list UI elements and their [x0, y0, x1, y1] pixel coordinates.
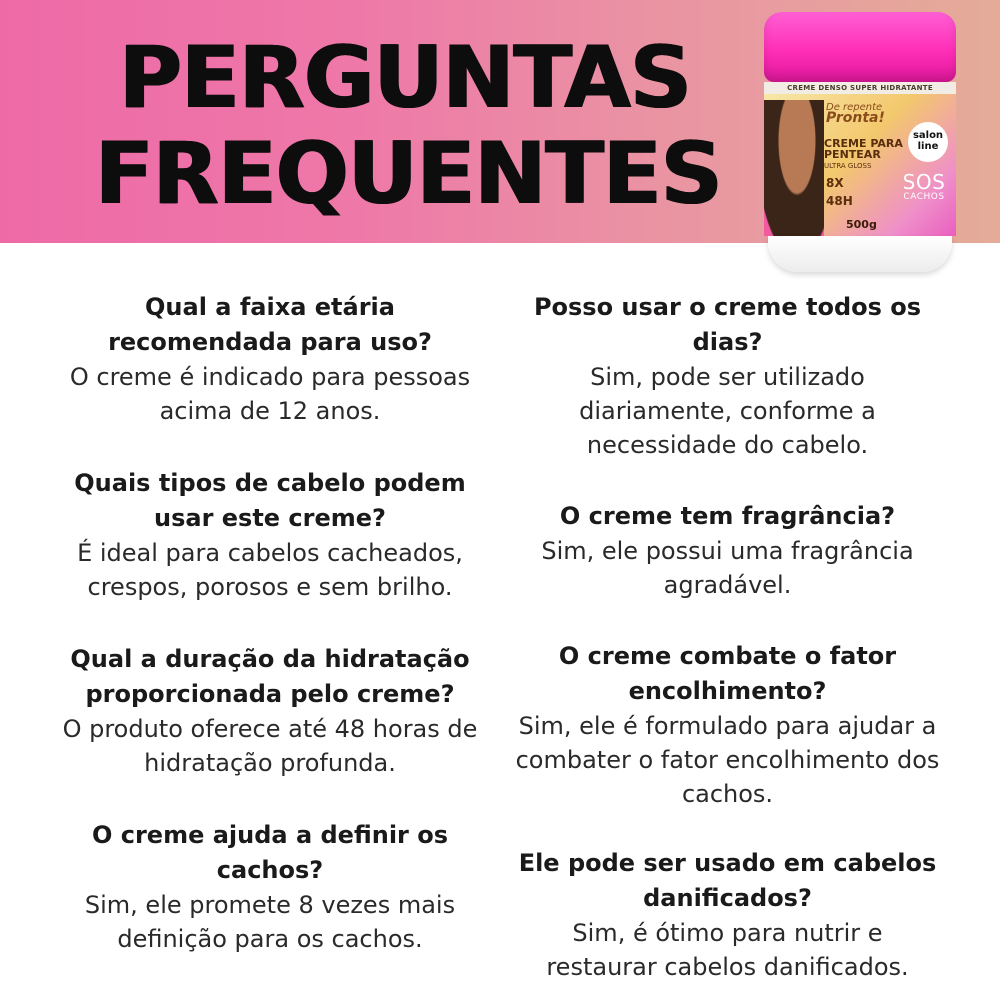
jar-claim-48h: 48H — [826, 194, 853, 208]
jar-product-name: CREME PARA PENTEAR — [824, 137, 903, 161]
faq-answer: Sim, ele possui uma fragrância agradável. — [541, 537, 914, 599]
page-title — [95, 28, 722, 224]
product-jar-image — [760, 8, 960, 276]
faq-item — [60, 466, 480, 604]
faq-item — [515, 639, 940, 811]
faq-item — [515, 290, 940, 462]
jar-claim-8x: 8X — [826, 176, 844, 190]
sos-cachos-logo: SOS CACHOS — [902, 170, 946, 202]
faq-item — [515, 499, 940, 602]
faq-item — [60, 290, 480, 428]
jar-lid — [764, 12, 956, 82]
faq-column-left — [60, 290, 480, 994]
faq-answer: Sim, pode ser utilizado diariamente, conforme a necessidade do cabelo. — [579, 363, 876, 459]
faq-column-right — [515, 290, 940, 984]
jar-script-text: De repente Pronta! — [826, 102, 885, 126]
faq-item — [515, 846, 940, 984]
faq-answer: É ideal para cabelos cacheados, crespos, porosos e sem brilho. — [77, 539, 463, 601]
faq-answer: O creme é indicado para pessoas acima de 12 anos. — [69, 363, 471, 425]
jar-variant: ULTRA GLOSS — [824, 162, 872, 170]
faq-question: O creme tem fragrância? — [559, 502, 896, 530]
jar-label — [764, 94, 956, 236]
title-line-1: PERGUNTAS — [119, 28, 691, 128]
faq-item — [60, 818, 480, 956]
faq-question: Quais tipos de cabelo podem usar este creme? — [74, 469, 466, 532]
faq-question: Posso usar o creme todos os dias? — [533, 293, 922, 356]
jar-weight: 500g — [846, 218, 877, 231]
model-photo — [764, 100, 824, 236]
faq-question: O creme ajuda a definir os cachos? — [91, 821, 449, 884]
faq-answer: Sim, é ótimo para nutrir e restaurar cabelos danificados. — [546, 919, 909, 981]
faq-answer: Sim, ele é formulado para ajudar a combater o fator encolhimento dos cachos. — [515, 712, 940, 808]
faq-question: Ele pode ser usado em cabelos danificados? — [518, 849, 937, 912]
faq-question: Qual a faixa etária recomendada para uso? — [108, 293, 432, 356]
faq-answer: Sim, ele promete 8 vezes mais definição para os cachos. — [84, 891, 456, 953]
faq-item — [60, 642, 480, 780]
brand-logo: salon line — [908, 122, 948, 162]
jar-base — [768, 236, 952, 272]
faq-answer: O produto oferece até 48 horas de hidratação profunda. — [62, 715, 478, 777]
jar-band-text: CREME DENSO SUPER HIDRATANTE — [764, 82, 956, 94]
title-line-2: FREQUENTES — [95, 124, 722, 224]
faq-question: Qual a duração da hidratação proporcionada pelo creme? — [70, 645, 470, 708]
faq-question: O creme combate o fator encolhimento? — [558, 642, 897, 705]
